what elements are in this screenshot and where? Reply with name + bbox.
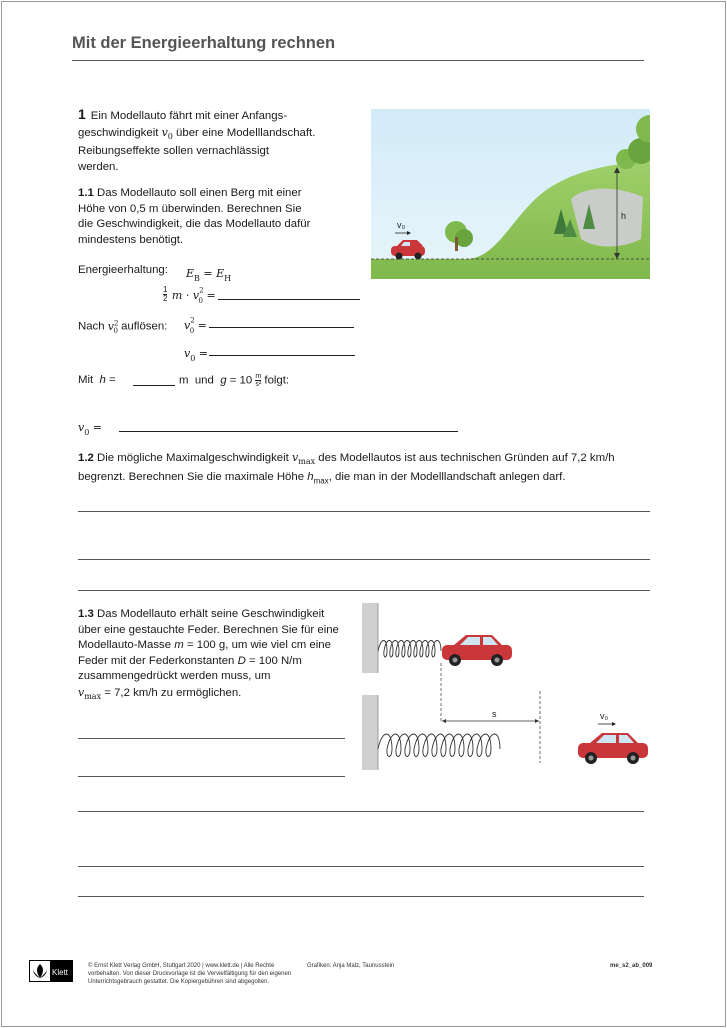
vmax-symbol: $v_{max}$ [292, 451, 316, 467]
task1-line2-post: über eine Modelllandschaft. [172, 126, 316, 139]
task13-line3-pre: Modellauto-Masse [78, 639, 172, 652]
task1-line2-pre: geschwindigkeit [78, 126, 162, 139]
copyright [88, 962, 291, 986]
task12-line2-pre: begrenzt. Berechnen Sie die maximale Höhe [78, 470, 305, 483]
hmax-subscript: max [313, 476, 329, 486]
writing-line[interactable] [78, 896, 644, 897]
writing-line[interactable] [78, 738, 345, 739]
copyright-line3: Unterrichtsgebrauch gestattet. Die Kopiergebühren sind abgegolten. [88, 979, 270, 985]
task1-intro [78, 107, 368, 176]
writing-line[interactable] [78, 559, 650, 560]
writing-line[interactable] [78, 866, 644, 867]
task13-number: 1.3 [78, 608, 94, 620]
v0-result-label: $v_0$ = [78, 421, 103, 438]
task13-text [78, 607, 368, 705]
solve-label-post: auflösen: [121, 320, 168, 333]
task11-number: 1.1 [78, 187, 94, 199]
unit-m-per-s2: $\frac{m}{\text{s²}}$ [255, 373, 262, 388]
given-values-line [78, 373, 116, 389]
task11-line2: Höhe von 0,5 m überwinden. Berechnen Sie [78, 202, 302, 215]
graphics-credit: Grafiken: Anja Malz, Taunusstein [307, 963, 395, 969]
hill-illustration [371, 109, 650, 279]
writing-line[interactable] [78, 590, 650, 591]
car-upper [442, 635, 512, 666]
and-label: und [194, 374, 214, 387]
klett-logo [29, 960, 73, 982]
h-symbol: h [99, 374, 106, 386]
mass-symbol: m [174, 639, 184, 652]
task13-line2: über eine gestauchte Feder. Berechnen Sie für eine [78, 623, 339, 636]
spring-v0-label: v₀ [600, 711, 609, 721]
task13-line6-post: = 7,2 km/h zu ermöglichen. [104, 686, 242, 699]
svg-text:Klett: Klett [52, 968, 69, 977]
v0-squared-symbol: $v^2_0$ [107, 319, 119, 335]
task12-text [78, 450, 658, 489]
answer-line-ekin[interactable] [218, 299, 360, 300]
task13-line4-post: = 100 N/m [248, 654, 302, 667]
answer-line-h[interactable] [133, 385, 175, 386]
task12-number: 1.2 [78, 452, 94, 464]
document-code: me_s2_ab_009 [610, 963, 653, 969]
task1-line1: Ein Modellauto fährt mit einer Anfangs- [90, 110, 288, 122]
g-symbol: g [220, 374, 227, 387]
task13-line3-post: = 100 g, um wie viel cm eine [186, 639, 331, 652]
car-lower [578, 733, 648, 764]
v0-equals: $v_0$ = [184, 347, 209, 364]
energy-equation: $E_B = E_H$ [186, 267, 232, 284]
hill-v0-label: v₀ [397, 220, 406, 230]
follows-label: folgt: [264, 374, 290, 387]
with-label: Mit [78, 374, 94, 386]
task11-line1: Das Modellauto soll einen Berg mit einer [97, 187, 302, 199]
hmax-symbol: h [307, 470, 314, 483]
writing-line[interactable] [78, 776, 345, 777]
unit-m: m [179, 374, 189, 387]
task13-line4-pre: Feder mit der Federkonstanten [78, 654, 235, 667]
copyright-line2: vorbehalten. Von dieser Druckvorlage ist die Vervielfältigung für den eigenen [88, 971, 292, 977]
given-values-rest [179, 373, 289, 389]
spring-constant-symbol: D [237, 654, 246, 667]
task13-line5: zusammengedrückt werden muss, um [78, 670, 271, 683]
v0-squared-equals: $v^2_0$ = [184, 316, 207, 336]
energy-label: Energieerhaltung: [78, 264, 168, 276]
spring-illustration [362, 603, 652, 773]
task1-line4: werden. [78, 160, 119, 173]
h-equals: = [109, 374, 116, 386]
writing-line[interactable] [78, 811, 644, 812]
copyright-line1: © Ernst Klett Verlag GmbH, Stuttgart 2020 | www.klett.de | Alle Rechte [88, 963, 275, 969]
answer-line-v0[interactable] [209, 355, 355, 356]
title-divider [72, 60, 644, 61]
solve-label [78, 316, 167, 339]
spring-s-label: s [492, 709, 497, 719]
task11-text [78, 186, 368, 248]
klett-emblem-icon [29, 960, 73, 982]
vmax-symbol-2: $v_{max}$ [78, 685, 102, 702]
v0-symbol: $v_0$ [161, 125, 173, 141]
task11-line3: die Geschwindigkeit, die das Modellauto dafür [78, 218, 311, 231]
task12-line1-pre: Die mögliche Maximalgeschwindigkeit [97, 452, 289, 464]
page-title: Mit der Energieerhaltung rechnen [72, 34, 336, 52]
answer-line-v0-squared[interactable] [209, 327, 354, 328]
hill-height-label: h [621, 211, 627, 221]
task13-line1: Das Modellauto erhält seine Geschwindigkeit [97, 608, 325, 620]
kinetic-energy-expression: $\frac{1}{2}$ $m \cdot v^2_0$ = [163, 285, 216, 306]
answer-line-v0-result[interactable] [119, 431, 458, 432]
task1-number: 1 [78, 106, 86, 122]
writing-line[interactable] [78, 511, 650, 512]
task12-line2-post: , die man in der Modelllandschaft anlegen darf. [328, 470, 566, 483]
g-value: = 10 [229, 374, 253, 387]
task11-line4: mindestens benötigt. [78, 233, 184, 246]
solve-label-pre: Nach [78, 320, 105, 333]
task1-line3: Reibungseffekte sollen vernachlässigt [78, 145, 270, 158]
task12-line1-post: des Modellautos ist aus technischen Gründen auf 7,2 km/h [318, 452, 615, 464]
